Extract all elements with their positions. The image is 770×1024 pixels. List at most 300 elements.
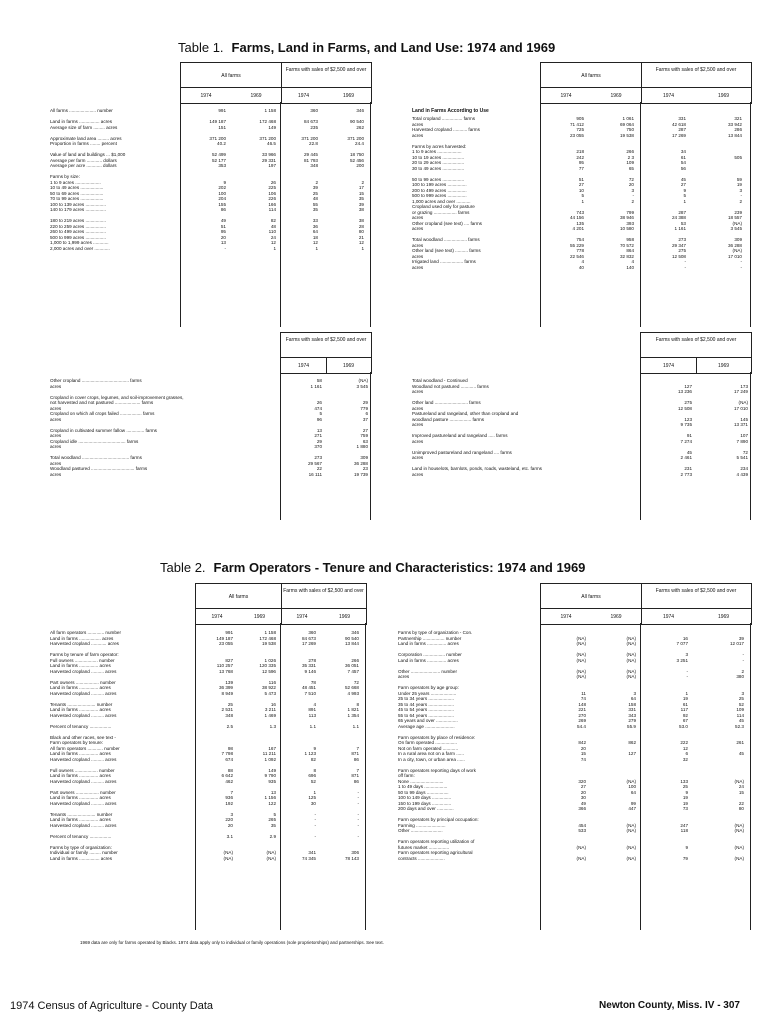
row-label: All farms ..................... number [50,108,113,113]
row-label: Pastureland and rangeland, other than cropland and [412,411,519,416]
row-value: 7 077 [676,641,688,646]
row-value: 6 642 [221,773,233,778]
row-value: 1.3 [269,723,276,729]
year-1974: 1974 [560,93,572,99]
row-value: 3 [230,811,233,817]
row-value: 59 [736,176,742,182]
row-value: 28 [358,223,364,229]
row-value: 360 [308,630,316,635]
row-value: 51 [578,176,584,182]
row-value: 81 793 [303,157,318,163]
row-value: 13 768 [218,668,233,674]
row-label: Woodland not pastured ............ farms [412,383,489,389]
row-value: 447 [628,806,636,811]
row-value: 29 [316,438,322,444]
row-value: 24.4 [355,141,364,146]
row-value: 5 473 [264,690,276,696]
row-label: Farm operators by tenure: [50,740,104,745]
row-value: 100 [218,190,226,196]
year-1969: 1969 [717,614,730,620]
row-value: 27 [362,427,368,433]
row-value: - [314,833,316,839]
row-value: (NA) [626,855,636,861]
row-value: 271 [314,433,322,438]
row-label: Farms by type of organization - Con. [398,630,473,635]
row-value: 37 [362,416,368,422]
table-row [398,856,744,862]
row-value: 4 [313,701,316,707]
row-value: 754 [576,237,584,242]
row-value: 3 545 [356,383,368,389]
row-value: 13 371 [733,422,748,427]
row-value: 114 [268,207,276,212]
row-label: acres [50,433,62,438]
row-value: 1 158 [264,108,276,113]
row-value: 11 [581,690,586,696]
row-label: 30 to 49 acres ................. [412,165,465,171]
row-label: 25 to 34 years .................... [398,696,454,701]
row-value: 19 [682,696,688,701]
table-row [50,856,359,862]
row-value: 22 546 [569,253,584,259]
row-label: Farm operators reporting utilization of [398,839,475,844]
row-value: 61 [682,701,688,707]
row-value: 40.2 [217,141,226,146]
row-value: 51 [220,223,226,229]
row-value: 331 [678,116,686,121]
row-label: Harvested cropland .......... acres [50,778,117,784]
row-value: 505 [734,154,742,160]
row-value: (NA) [576,674,586,679]
row-value: - [357,822,359,828]
row-value: 155 [218,201,226,207]
row-value: 116 [268,679,276,685]
row-label: Land in farms ............... acres [50,751,111,756]
row-value: 74 [580,756,586,762]
row-label: Farms by type of organization: [50,844,112,850]
row-value: 842 [578,740,586,745]
row-value: 54 [680,160,686,165]
row-value: (NA) [732,248,742,253]
row-value: (NA) [223,850,233,855]
row-label: 20 to 29 acres ................. [412,160,465,165]
row-value: 13 236 [677,389,692,394]
row-value: 12 508 [671,253,686,259]
row-value: (NA) [734,828,744,833]
row-value: 32 [682,756,688,762]
row-value: 74 [580,696,586,701]
row-value: 371 200 [259,135,276,141]
row-value: 1 [315,245,318,251]
row-label: 500 to 999 acres ................ [50,234,106,240]
row-label: Farm operators reporting agricultural [398,850,473,855]
row-value: 39 [738,635,744,641]
row-value: (NA) [626,641,636,646]
table2-right-header [540,583,752,625]
row-value: 80 [738,806,744,811]
row-value: - [684,264,686,270]
row-value: 149 [268,767,276,773]
table-row [50,472,368,478]
row-value: 135 [576,220,584,226]
row-label: Harvested cropland .......... acres [50,800,117,806]
row-value: 29 567 [307,460,322,466]
row-label: acres [412,438,424,444]
row-label: acres [412,422,424,427]
row-value: 348 [310,163,318,168]
row-label: acres [412,389,424,394]
row-label: Tenants ...................... number [50,701,113,707]
row-label: 10 to 49 acres .................. [50,185,104,190]
row-value: 371 200 [347,135,364,141]
table1-right-lower-body [412,378,748,477]
row-value: 320 [578,778,586,784]
row-value: 7 457 [347,668,359,674]
row-value: 86 [220,207,226,212]
row-value: 15 [358,190,364,196]
row-value: 13 844 [727,132,742,138]
year-1974: 1974 [200,93,212,99]
table2-left-header [195,583,367,625]
row-value: 5 [683,193,686,198]
row-label: Total woodland - Continued [412,378,468,383]
sales-header: Farms with sales of $2,500 and over [655,588,737,594]
row-label: Harvested cropland ........... farms [412,127,480,132]
row-value: 25 [738,696,744,701]
row-label: futures market ................ [398,844,450,850]
row-value: 234 [740,466,748,471]
row-value: 25 [227,701,233,707]
row-value: 266 [626,149,634,154]
row-value: 275 [678,248,686,253]
row-value: (NA) [626,635,636,641]
row-value: 33 [312,218,318,223]
row-value: 370 [314,444,322,449]
row-value: 40 [578,264,584,270]
row-label: Value of land and buildings ... $1,000 [50,152,126,157]
row-value: 3 [633,690,636,696]
row-value: 331 [628,707,636,712]
row-value: 778 [576,248,584,253]
row-value: - [357,833,359,839]
row-label: acres [50,405,62,411]
row-value: - [740,264,742,270]
row-value: 63 [362,438,368,444]
row-value: 16 111 [308,471,322,477]
footer-source: 1974 Census of Agriculture - County Data [10,1000,214,1012]
row-value: 286 [734,127,742,132]
row-value: 109 [736,707,744,712]
row-value: 72 [628,176,634,182]
row-value: 29 445 [303,152,318,157]
row-value: 29 347 [671,242,686,248]
row-value: 149 [268,124,276,130]
row-value: 107 [740,433,748,438]
row-value: 261 [736,740,744,745]
row-label: Land in farms ............... acres [50,685,111,690]
row-value: - [314,811,316,817]
row-value: 120 335 [259,663,276,668]
row-label: Farm operators reporting days of work [398,767,476,773]
row-value: 1 092 [264,756,276,762]
row-label: 1 to 9 acres .................... [50,179,101,185]
row-value: 26 [316,400,322,405]
row-value: (NA) [576,844,586,850]
row-value: 750 [626,127,634,132]
row-value: 127 [684,383,692,389]
row-label: 200 to 499 acres ............... [412,187,467,193]
row-label: Farms by acres harvested: [412,143,467,149]
row-value: 226 [268,196,276,201]
row-value: 725 [576,127,584,132]
row-label: Cropland used only for pasture [412,204,475,209]
row-value: - [357,789,359,795]
row-value: 52.3 [735,723,744,729]
row-value: 1 161 [674,226,686,231]
row-label: Other land .......................... farms [412,400,481,405]
row-value: 4 [581,259,584,264]
row-value: 270 [578,712,586,718]
row-label: 70 to 99 acres .................. [50,196,104,201]
row-value: - [740,193,742,198]
row-value: 90 540 [344,635,359,641]
row-value: 145 [740,416,748,422]
row-label: Farm operators by age group: [398,685,459,690]
row-value: 72 [353,679,359,685]
row-label: or grazing .................. farms [412,209,470,215]
row-value: 80 [358,229,364,234]
row-label: acres [50,471,62,477]
row-value: 9 735 [680,422,692,427]
row-value: 12 508 [677,405,692,411]
row-label: 50 to 69 acres .................. [50,190,104,196]
row-value: 35 [270,822,276,828]
row-label: On farm operated ................. [398,740,457,745]
row-value: 139 [225,679,233,685]
row-value: 127 [628,751,636,756]
row-value: 5 541 [736,455,748,460]
row-value: 82 [270,218,276,223]
row-value: 200 [356,163,364,168]
row-value: 533 [578,828,586,833]
row-value: (NA) [266,850,276,855]
row-value: 24 388 [671,215,686,220]
row-value: (NA) [626,822,636,828]
row-value: 86 [353,778,359,784]
row-value: 10 [578,187,584,193]
row-value: 106 [268,190,276,196]
row-label: Cropland in cultivated summer fallow .............. farms [50,427,157,433]
row-value: 7 890 [736,438,748,444]
row-value: 44 156 [569,215,584,220]
row-value: 321 [734,116,742,121]
row-value: 12 [682,745,688,751]
row-label: 100 to 139 acres ................ [50,201,106,207]
row-value: 221 [578,707,586,712]
row-value: 23 055 [218,641,233,646]
row-value: 151 [218,124,226,130]
row-value: 149 187 [209,119,226,124]
row-value: 278 [308,657,316,663]
row-value: 35 [312,207,318,212]
row-value: 27 [680,182,686,187]
row-value: 871 [351,773,359,778]
row-value: 166 [268,201,276,207]
row-value: 279 [628,718,636,723]
row-label: Land in farms ............... acres [398,657,459,663]
row-value: (NA) [576,635,586,641]
row-label: Full owners .................. number [50,767,115,773]
row-value: 1 880 [356,444,368,449]
row-value: 9 [223,179,226,185]
year-1974: 1974 [297,93,310,99]
row-value: 3 [741,690,744,696]
row-label: 220 to 259 acres ................ [50,223,106,229]
row-value: 8 [356,701,359,707]
table2-prefix: Table 2. [160,560,206,575]
row-value: 74 345 [301,855,316,861]
row-label: Harvested cropland .......... acres [50,668,117,674]
row-label: Woodland pastured .................................. farms [50,466,148,471]
row-value: 167 [268,745,276,751]
row-value: 148 [578,701,586,707]
row-value: 360 [310,108,318,113]
row-value: 13 [316,427,322,433]
row-label: acres [412,471,424,477]
row-value: 2 531 [221,707,233,712]
row-value: (NA) [626,652,636,657]
row-label: 1 to 9 acres ................... [412,149,462,154]
row-label: 140 to 179 acres ................ [50,207,106,212]
year-1969: 1969 [338,614,351,620]
row-value: 79 [682,855,688,861]
year-1969: 1969 [342,363,355,369]
year-1969: 1969 [342,93,355,99]
row-value: 309 [734,237,742,242]
row-value: 1 156 [264,795,276,800]
row-label: In a rural area not on a farm ...... [398,751,464,756]
row-value: 7 [230,789,233,795]
row-value: 1 061 [622,116,634,121]
row-value: (NA) [738,400,748,405]
row-value: 55 [312,201,318,207]
row-value: 173 [740,383,748,389]
row-label: Land in farms ............... acres [398,641,459,646]
row-value: 991 [218,108,226,113]
table1-prefix: Table 1. [178,40,224,55]
row-value: 26 [270,179,276,185]
row-label: Total woodland .................. farms [412,237,480,242]
row-label: acres [412,242,424,248]
row-value: 30 [310,800,316,806]
row-label: 35 to 44 years .................... [398,701,454,707]
row-value: 71 412 [569,121,584,127]
row-value: 23 055 [569,132,584,138]
row-value: 20 [580,745,586,751]
row-value: (NA) [626,778,636,784]
row-value: 69 064 [619,121,634,127]
table1-lower-left-header [280,332,372,374]
row-value: 35 [358,196,364,201]
row-label: acres [412,405,424,411]
year-1974: 1974 [560,614,572,620]
row-value: 13 844 [344,641,359,646]
sales-header: Farms with sales of $2,500 and over [285,337,367,343]
row-value: 2 [739,198,742,204]
row-value: (NA) [576,641,586,646]
row-value: 6 [685,751,688,756]
row-label: Under 25 years .................... [398,690,457,696]
row-value: 371 200 [301,135,318,141]
row-value: - [357,795,359,800]
row-value: 42 618 [671,121,686,127]
row-value: 7 [356,745,359,751]
row-value: 73 [682,806,688,811]
table-row [50,246,364,252]
row-value: 2 [741,668,744,674]
row-label: acres [412,132,424,138]
row-value: 958 [626,237,634,242]
row-value: 90 540 [349,119,364,124]
row-value: 12 017 [729,641,744,646]
year-1969: 1969 [717,93,730,99]
row-label: Farms by size: [50,174,80,179]
row-value: - [740,259,742,264]
row-value: 52 [738,701,744,707]
row-value: - [357,817,359,822]
row-label: Other cropland ..................................... farms [50,378,142,383]
row-value: 96 [316,416,322,422]
row-value: 366 [578,806,586,811]
row-value: 3 [631,187,634,193]
row-value: 202 [218,185,226,190]
row-value: 197 [268,163,276,168]
row-value: 343 [628,712,636,718]
row-value: 696 [308,773,316,778]
year-1969: 1969 [250,93,262,99]
row-value: 158 [628,701,636,707]
row-label: 2,000 acres and over ............ [50,245,110,251]
row-label: Part owners .................. number [50,789,116,795]
row-label: Partnership ................. number [398,635,462,641]
row-value: 12 [358,240,364,245]
row-value: 53.0 [679,723,688,729]
row-value: 118 [680,828,688,833]
row-value: - [314,822,316,828]
row-label: Land in farms ............... acres [50,795,111,800]
row-value: - [686,674,688,679]
row-label: Full owners .................. number [50,657,115,663]
row-label: Land in farms ................ acres [50,855,113,861]
row-label: Individual or family ......... number [50,850,118,855]
row-value: 95 [220,229,226,234]
row-value: 95 [578,160,584,165]
row-value: 36 288 [727,242,742,248]
row-value: 30 [580,795,586,800]
row-value: 371 200 [209,135,226,141]
table-row [412,265,742,271]
row-label: 65 years and over ................. [398,718,458,723]
row-value: 306 [351,850,359,855]
row-value: (NA) [626,657,636,663]
row-value: (NA) [358,378,368,383]
row-value: 346 [356,108,364,113]
row-value: - [632,193,634,198]
row-value: 29 331 [261,157,276,163]
table1-right-header [540,62,752,104]
row-value: 1 354 [347,712,359,718]
row-value: 18 750 [349,152,364,157]
